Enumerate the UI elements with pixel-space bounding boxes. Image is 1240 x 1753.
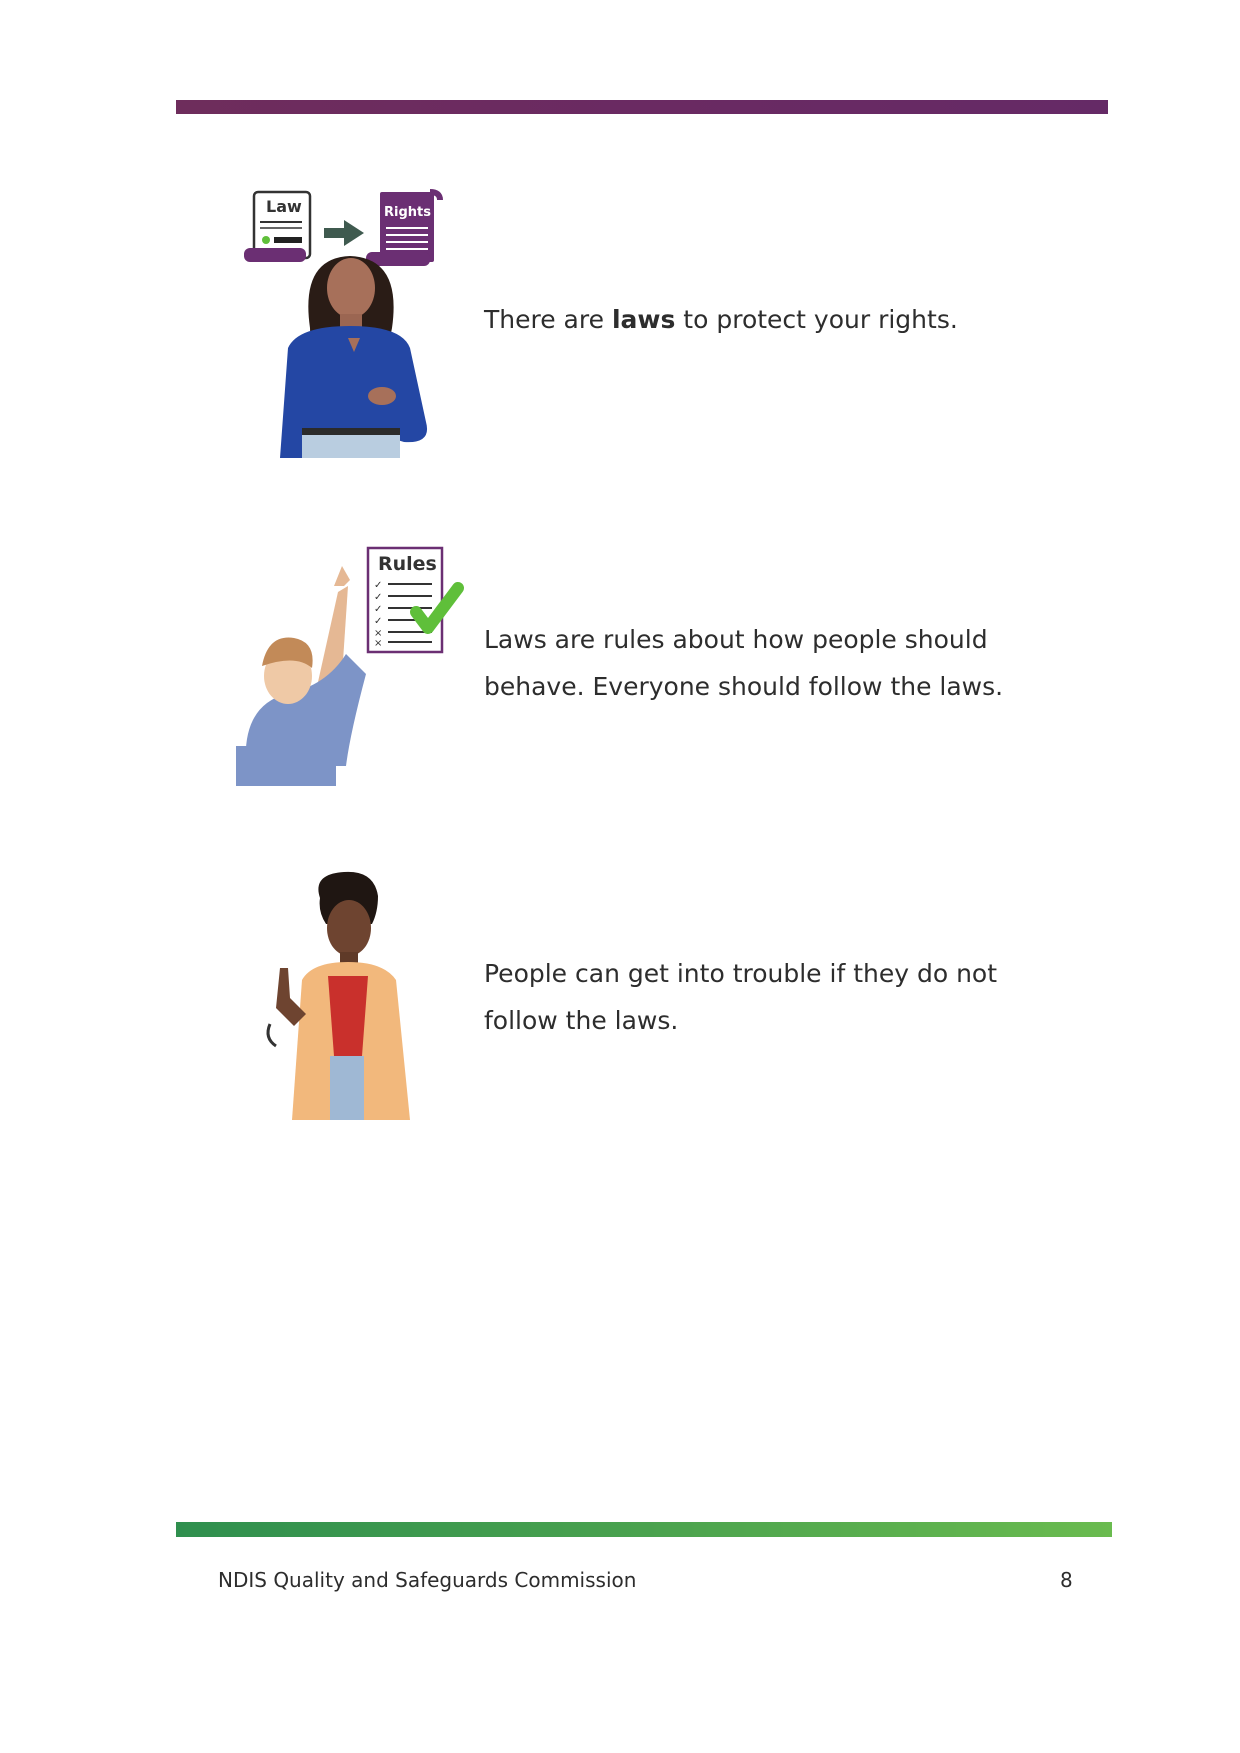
svg-text:×: × xyxy=(374,628,383,639)
footer-organisation: NDIS Quality and Safeguards Commission xyxy=(218,1568,637,1592)
svg-text:✓: ✓ xyxy=(374,616,383,627)
rules-illustration xyxy=(226,546,476,786)
woman-pointing-illustration xyxy=(280,256,427,458)
page-number: 8 xyxy=(1060,1568,1073,1592)
row-1-text: There are laws to protect your rights. xyxy=(484,305,958,334)
law-icon-label: Law xyxy=(266,197,302,216)
arrow-right-icon xyxy=(324,220,364,246)
woman-raising-hand-illustration xyxy=(236,566,366,786)
rules-icon-label: Rules xyxy=(378,553,437,575)
footer-divider-bar xyxy=(176,1522,1112,1537)
svg-text:×: × xyxy=(374,638,383,649)
row-2-text: Laws are rules about how people should behave. Everyone should follow the laws. xyxy=(484,625,1004,701)
rights-icon-label: Rights xyxy=(384,205,431,220)
svg-text:✓: ✓ xyxy=(374,592,383,603)
svg-text:✓: ✓ xyxy=(374,580,383,591)
law-to-rights-illustration xyxy=(240,188,460,458)
woman-warning-illustration xyxy=(262,876,422,1120)
svg-text:✓: ✓ xyxy=(374,604,383,615)
law-document-icon xyxy=(244,192,310,262)
rights-document-icon xyxy=(366,192,440,266)
rules-checklist-icon xyxy=(368,548,458,652)
header-divider-bar xyxy=(176,100,1108,114)
bold-keyword-laws: laws xyxy=(611,305,676,334)
row-3-text: People can get into trouble if they do not follow the laws. xyxy=(484,959,998,1035)
